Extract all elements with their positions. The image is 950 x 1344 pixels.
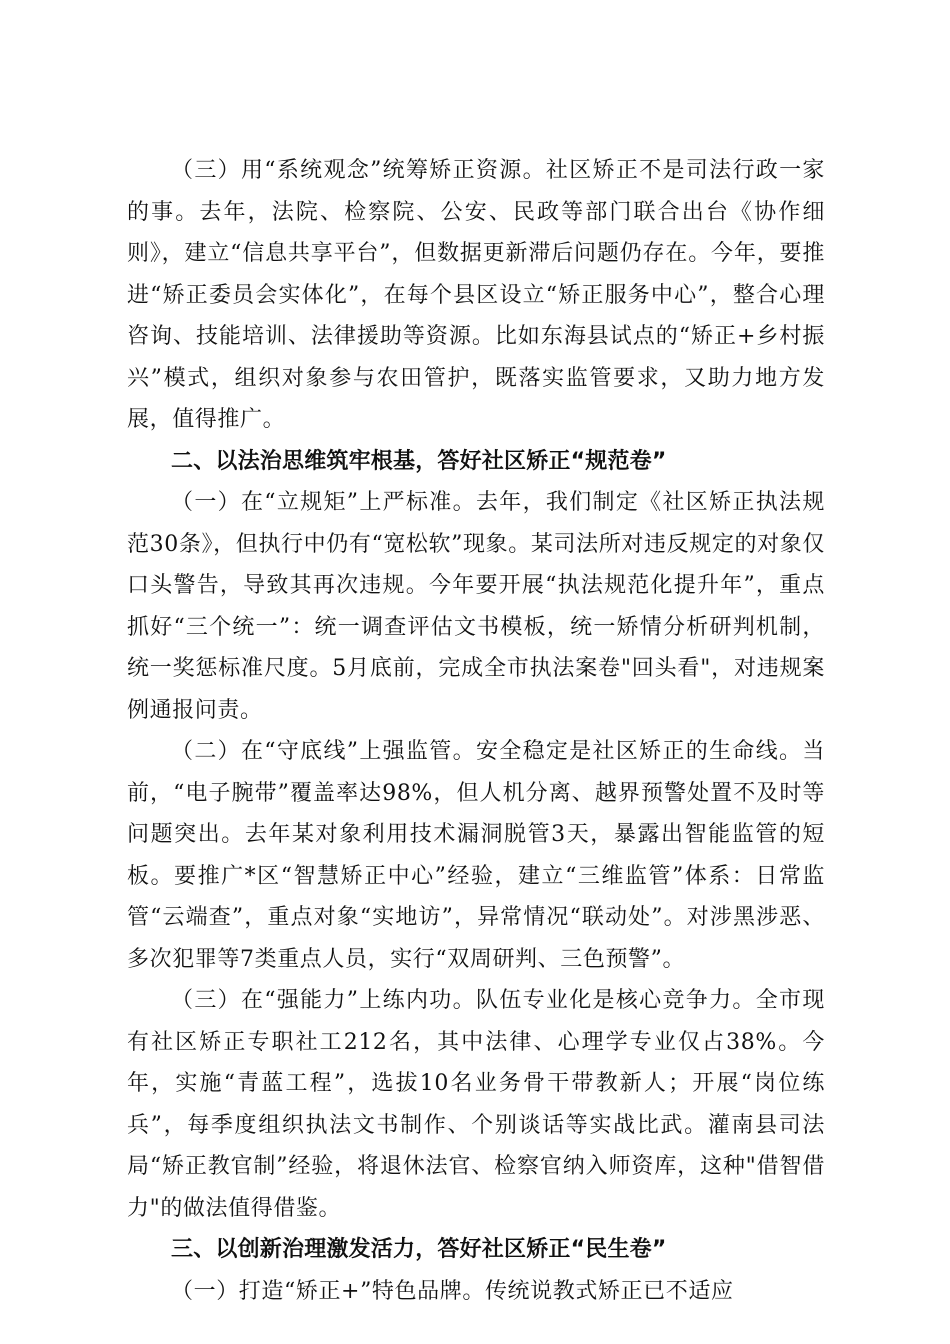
- paragraph-text: 去年，我们制定《社区矫正执法规范30条》，但执行中仍有“宽松软”现象。某司法所对违反规定的对象仅口头警告，导致其再次违规。今年要开展“执法规范化提升年”，重点抓好“三个统一”：统一调查评估文书模板，统一矫情分析研判机制，统一奖惩标准尺度。5月底前，完成全市执法案卷"回头看"，对违规案例通报问责。: [127, 490, 825, 723]
- paragraph-lead: （二）在“守底线”上强监管。: [171, 739, 476, 764]
- paragraph-text: 社区矫正不是司法行政一家的事。去年，法院、检察院、公安、民政等部门联合出台《协作细则》，建立“信息共享平台”，但数据更新滞后问题仍存在。今年，要推进“矫正委员会实体化”，在每个县区设立“矫正服务中心”，整合心理咨询、技能培训、法律援助等资源。比如东海县试点的“矫正+乡村振兴”模式，组织对象参与农田管护，既落实监管要求，又助力地方发展，值得推广。: [127, 158, 826, 432]
- paragraph-set-rules: [127, 482, 825, 731]
- paragraph-system-concept: [127, 150, 825, 441]
- paragraph-lead: （三）用“系统观念”统筹矫正资源。: [171, 158, 546, 183]
- document-body: [127, 150, 825, 1312]
- paragraph-lead: （一）在“立规矩”上严标准。: [171, 490, 476, 515]
- paragraph-text: 安全稳定是社区矫正的生命线。当前，“电子腕带”覆盖率达98%，但人机分离、越界预警处置不及时等问题突出。去年某对象利用技术漏洞脱管3天，暴露出智能监管的短板。要推广*区“智慧矫正中心”经验，建立“三维监管”体系：日常监管“云端查”，重点对象“实地访”，异常情况“联动处”。对涉黑涉恶、多次犯罪等7类重点人员，实行“双周研判、三色预警”。: [127, 739, 825, 972]
- section-heading-3: 三、以创新治理激发活力，答好社区矫正“民生卷”: [171, 1237, 667, 1262]
- paragraph-lead: （一）打造“矫正+”特色品牌。: [171, 1278, 485, 1304]
- paragraph-text: 队伍专业化是核心竞争力。全市现有社区矫正专职社工212名，其中法律、心理学专业仅占38%。今年，实施“青蓝工程”，选拔10名业务骨干带教新人；开展“岗位练兵”，每季度组织执法文书制作、个别谈话等实战比武。灌南县司法局“矫正教官制”经验，将退休法官、检察官纳入师资库，这种"借智借力"的做法值得借鉴。: [127, 988, 825, 1221]
- paragraph-capability: [127, 980, 825, 1229]
- paragraph-bottom-line: [127, 731, 825, 980]
- paragraph-text: 传统说教式矫正已不适应: [484, 1278, 734, 1304]
- paragraph-brand: [127, 1271, 825, 1313]
- section-heading-2: 二、以法治思维筑牢根基，答好社区矫正“规范卷”: [171, 448, 667, 474]
- paragraph-lead: （三）在“强能力”上练内功。: [171, 988, 476, 1013]
